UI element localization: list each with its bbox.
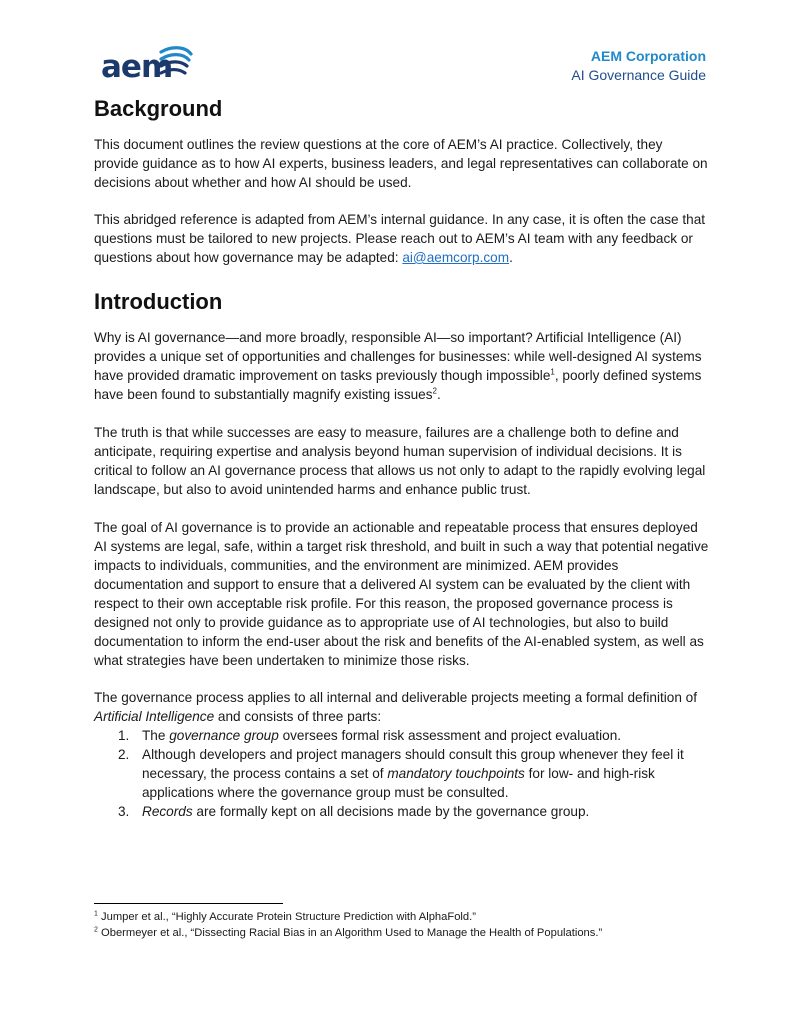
list-item-number: 3.: [118, 804, 130, 819]
footnote-ref-2[interactable]: 2: [432, 386, 437, 396]
intro-p4-text-b: and consists of three parts:: [214, 709, 382, 724]
intro-p4-text-a: The governance process applies to all internal and deliverable projects meeting a formal definition of: [94, 690, 698, 705]
document-title: AI Governance Guide: [571, 67, 706, 83]
background-paragraph-2-end: .: [509, 250, 513, 265]
introduction-paragraph-2: The truth is that while successes are easy to measure, failures are a challenge both to define and anticipate, requiring expertise and analysis beyond human supervision of individual decisions. It is critical to follow an AI governance process that allows us not only to adapt to the rapidly evolving legal landscape, but also to avoid unintended harms and enhance public trust.: [94, 425, 706, 497]
footnote-text: Obermeyer et al., “Dissecting Racial Bias in an Algorithm Used to Manage the Health of Populations.”: [97, 927, 603, 939]
governance-parts-list: [94, 726, 709, 821]
list-item-emphasis: Records: [142, 804, 193, 819]
email-link[interactable]: ai@aemcorp.com: [402, 250, 510, 265]
intro-p1-text-b: , poorly defined systems have been found to substantially magnify existing issues: [94, 368, 702, 402]
background-paragraph-2: [94, 210, 709, 267]
company-name: AEM Corporation: [590, 48, 706, 64]
footnote-number: 2: [94, 926, 98, 934]
list-item: [94, 802, 709, 821]
introduction-paragraph-3: The goal of AI governance is to provide an actionable and repeatable process that ensures deployed AI systems are legal, safe, within a target risk threshold, and built in such a way that potential negative impacts to individuals, communities, and the environment are minimized. AEM provides documentation and support to ensure that a delivered AI system can be evaluated by the client with respect to their own acceptable risk profile. For this reason, the proposed governance process is designed not only to provide guidance as to appropriate use of AI technologies, but also to build documentation to inform the end-user about the risk and benefits of the AI-enabled system, as well as what strategies have been undertaken to minimize those risks.: [94, 520, 709, 668]
intro-p1-text-a: Why is AI governance—and more broadly, responsible AI—so important? Artificial Intelligence (AI) provides a unique set of opportunities and challenges for businesses: while well-designed AI systems have provided dramatic improvement on tasks previously though impossible: [94, 330, 702, 383]
background-paragraph-1: This document outlines the review questions at the core of AEM’s AI practice. Collectively, they provide guidance as to how AI experts, business leaders, and legal representatives can collaborate on decisions about whether and how AI should be used.: [94, 137, 708, 190]
introduction-paragraph-1: [94, 328, 709, 404]
logo-wordmark: aem: [101, 49, 173, 85]
list-item-emphasis: governance group: [169, 728, 279, 743]
footnote-2: [94, 925, 734, 941]
footnote-text: Jumper et al., “Highly Accurate Protein Structure Prediction with AlphaFold.”: [97, 911, 476, 923]
document-header: [571, 47, 706, 85]
introduction-heading: Introduction: [94, 289, 223, 314]
footnote-number: 1: [94, 910, 98, 918]
intro-p1-text-c: .: [437, 387, 441, 402]
list-item-number: 2.: [118, 747, 130, 762]
footnote-1: [94, 909, 734, 925]
footnote-divider: [94, 903, 283, 904]
introduction-paragraph-4: [94, 688, 709, 726]
list-item-text: are formally kept on all decisions made by the governance group.: [192, 804, 590, 819]
aem-logo: [101, 44, 193, 90]
intro-p4-emphasis: Artificial Intelligence: [94, 709, 215, 724]
background-paragraph-2-text: This abridged reference is adapted from AEM’s internal guidance. In any case, it is often the case that questions must be tailored to new projects. Please reach out to AEM’s AI team with any feedback or questions about how governance may be adapted:: [94, 212, 706, 265]
list-item-number: 1.: [118, 728, 130, 743]
list-item-text: for low- and high-risk applications where the governance group must be consulted.: [142, 766, 655, 800]
footnotes: [94, 909, 734, 941]
logo-waves-icon: [159, 44, 193, 84]
list-item-text: Although developers and project managers should consult this group whenever they feel it necessary, the process contains a set of: [142, 747, 684, 781]
background-heading: Background: [94, 96, 223, 121]
footnote-ref-1[interactable]: 1: [550, 367, 555, 377]
list-item-emphasis: mandatory touchpoints: [387, 766, 525, 781]
list-item: [94, 745, 709, 802]
list-item: [94, 726, 709, 745]
list-item-text: oversees formal risk assessment and project evaluation.: [278, 728, 622, 743]
list-item-text: The: [142, 728, 170, 743]
